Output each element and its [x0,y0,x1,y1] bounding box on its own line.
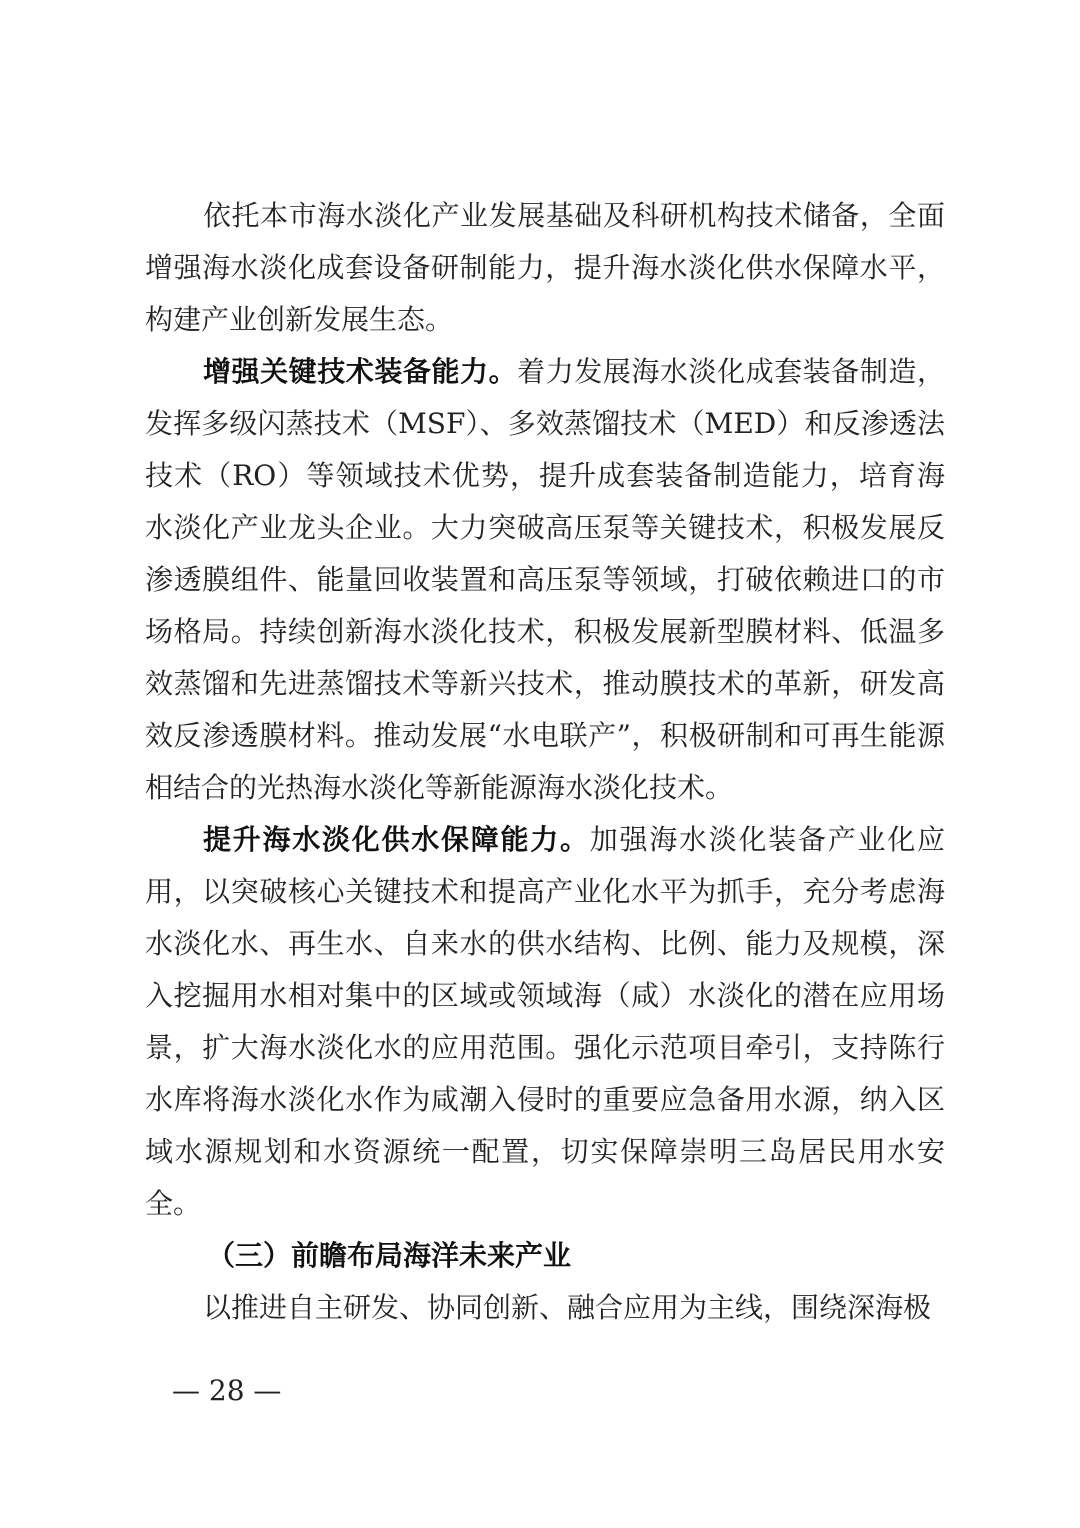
page-number: — 28 — [172,1374,282,1407]
paragraph-lead-water-supply: 提升海水淡化供水保障能力。 [203,823,590,856]
paragraph-future-industry: 以推进自主研发、协同创新、融合应用为主线，围绕深海极 [203,1291,932,1324]
paragraph-key-technology [145,346,945,814]
paragraph-intro: 依托本市海水淡化产业发展基础及科研机构技术储备，全面增强海水淡化成套设备研制能力，提升海水淡化供水保障水平，构建产业创新发展生态。 [145,199,945,336]
paragraph-body-key-technology: 着力发展海水淡化成套装备制造，发挥多级闪蒸技术（MSF）、多效蒸馏技术（MED）和反渗透法技术（RO）等领域技术优势，提升成套装备制造能力，培育海水淡化产业龙头企业。大力突破高压泵等关键技术，积极发展反渗透膜组件、能量回收装置和高压泵等领域，打破依赖进口的市场格局。持续创新海水淡化技术，积极发展新型膜材料、低温多效蒸馏和先进蒸馏技术等新兴技术，推动膜技术的革新，研发高效反渗透膜材料。推动发展“水电联产”，积极研制和可再生能源相结合的光热海水淡化等新能源海水淡化技术。 [145,355,945,804]
paragraph-body-water-supply: 加强海水淡化装备产业化应用，以突破核心关键技术和提高产业化水平为抓手，充分考虑海水淡化水、再生水、自来水的供水结构、比例、能力及规模，深入挖掘用水相对集中的区域或领域海（咸）水淡化的潜在应用场景，扩大海水淡化水的应用范围。强化示范项目牵引，支持陈行水库将海水淡化水作为咸潮入侵时的重要应急备用水源，纳入区域水源规划和水资源统一配置，切实保障崇明三岛居民用水安全。 [145,823,945,1220]
paragraph-water-supply [145,814,945,1230]
section-heading: （三）前瞻布局海洋未来产业 [207,1239,572,1272]
page-body [145,190,945,1334]
paragraph-lead-key-technology: 增强关键技术装备能力。 [203,355,518,388]
